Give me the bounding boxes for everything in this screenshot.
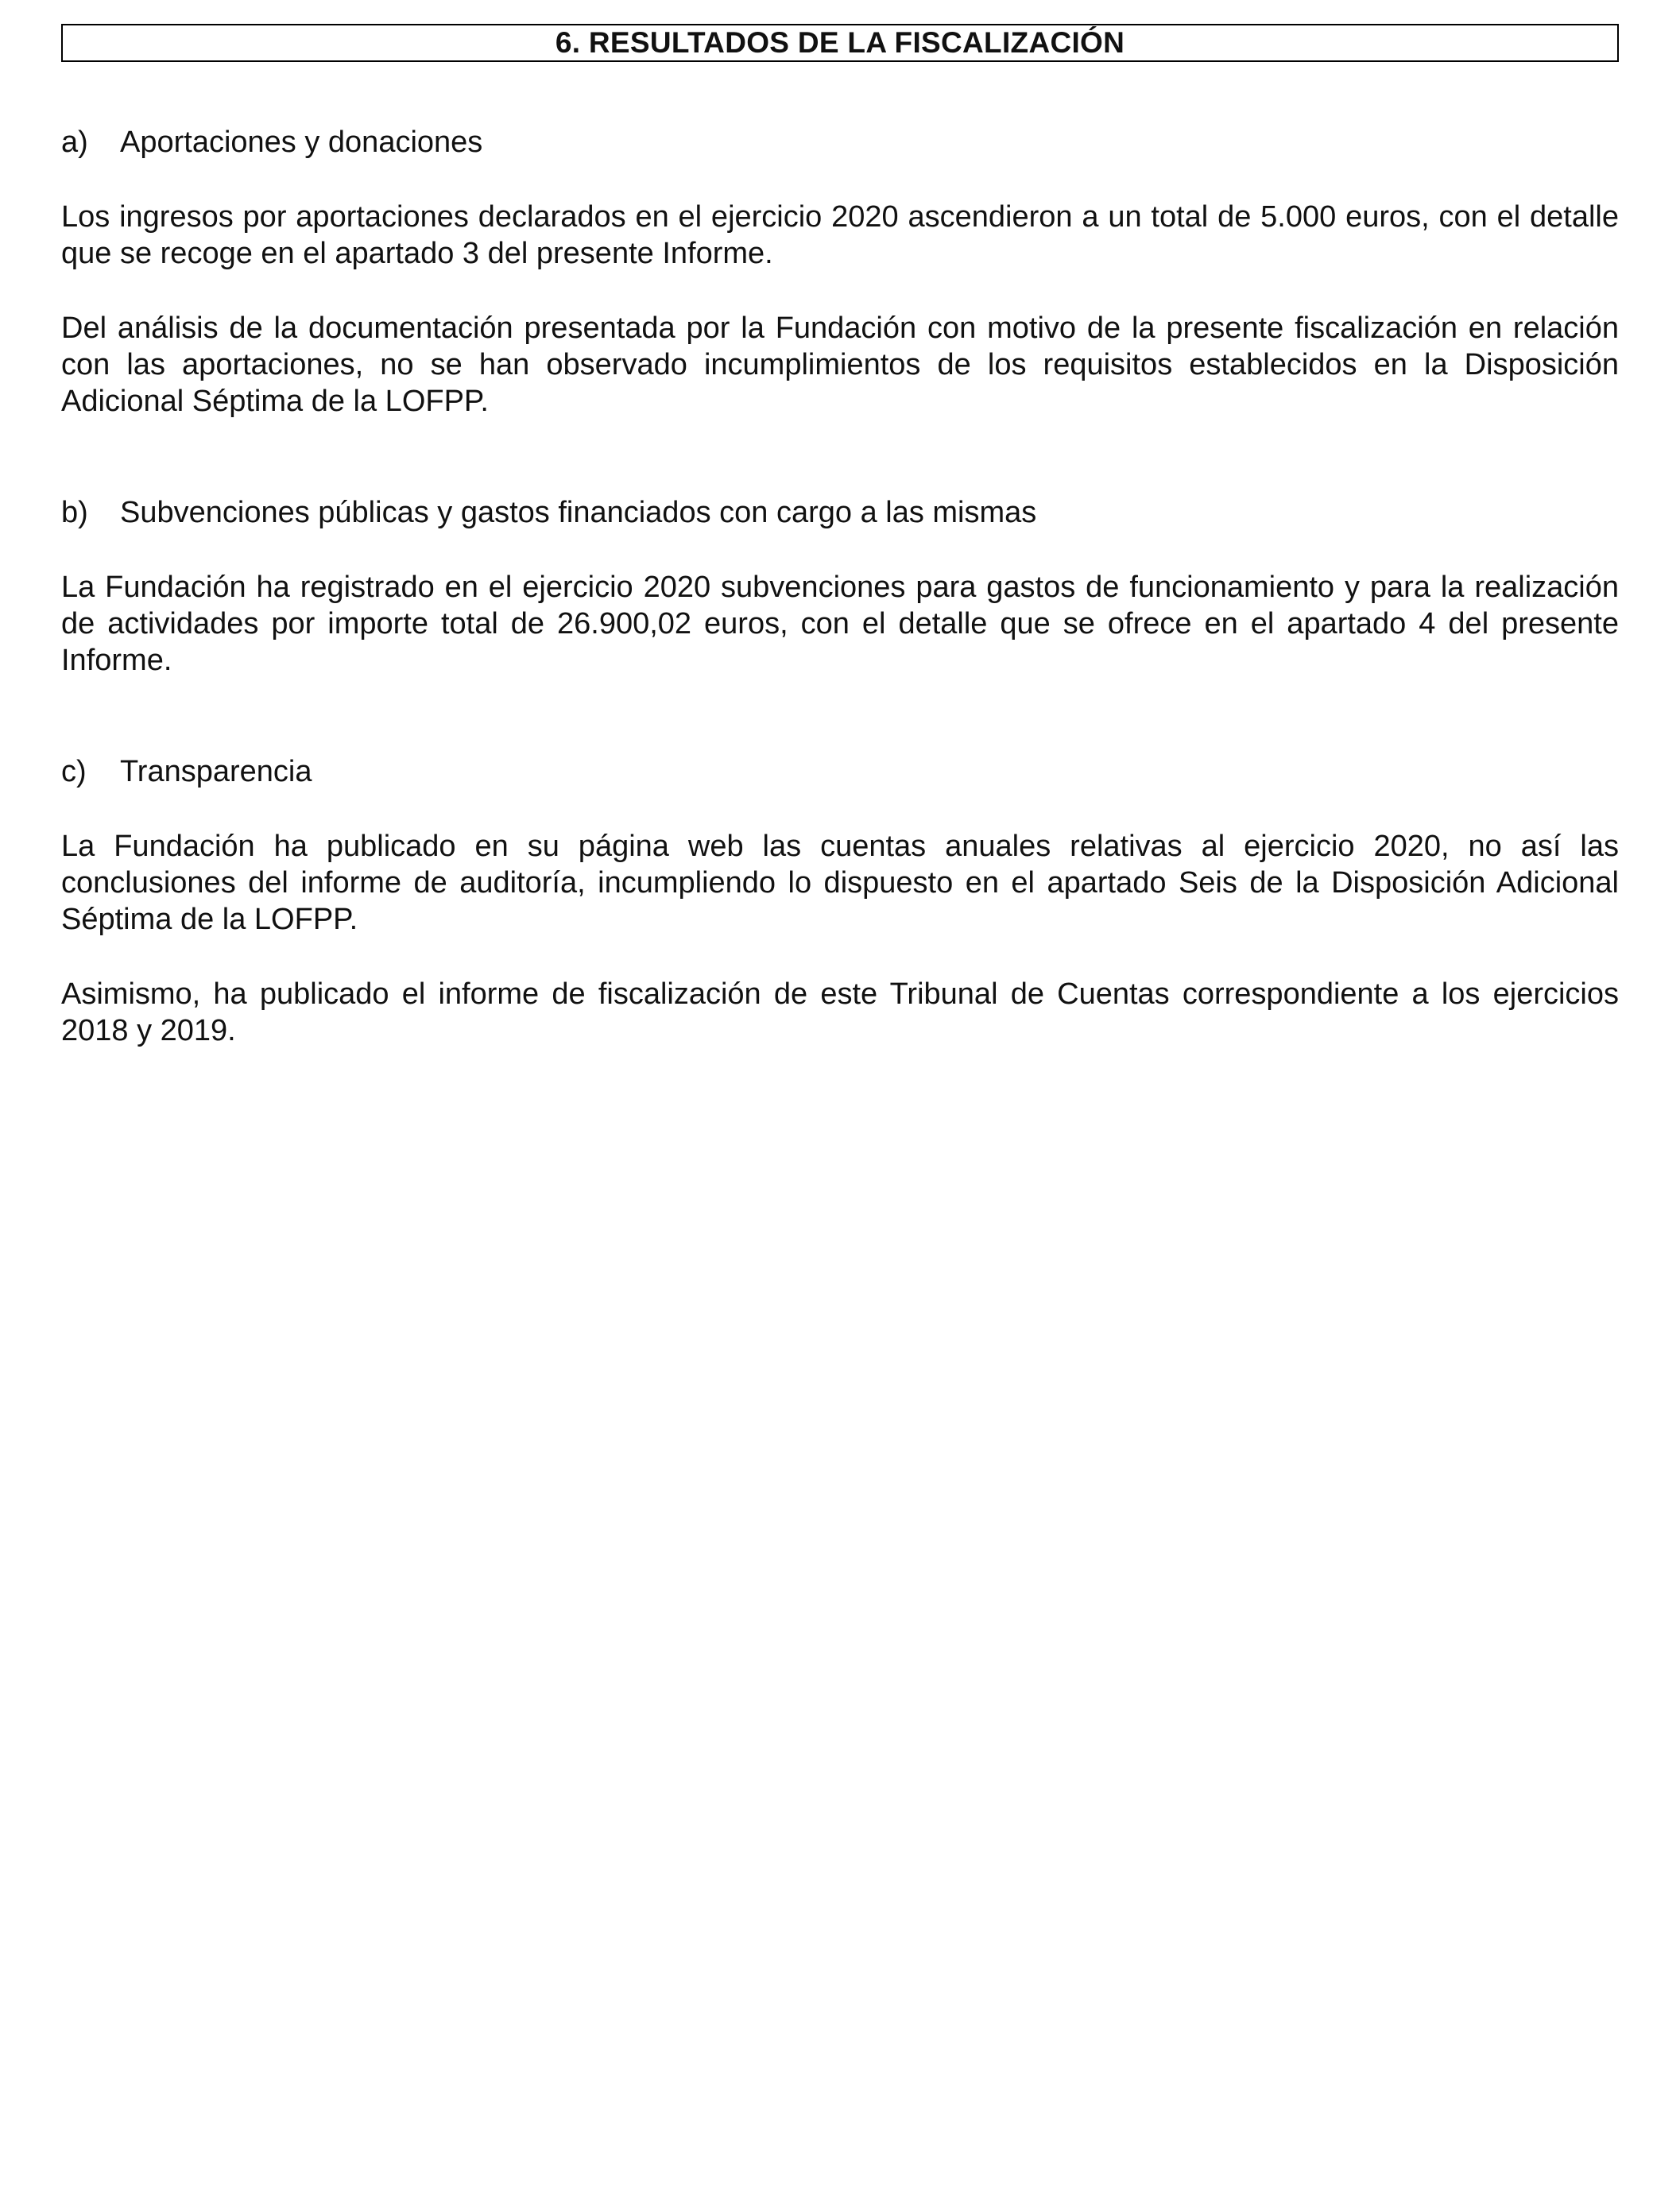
subheading-c <box>61 753 1619 790</box>
subheading-letter: b) <box>61 496 88 529</box>
paragraph: La Fundación ha registrado en el ejercicio 2020 subvenciones para gastos de funcionamiento y para la realización de actividades por importe total de 26.900,02 euros, con el detalle que se ofrece en el apartado 4 del presente Informe. <box>61 571 1619 677</box>
subheading-text: Transparencia <box>120 755 312 788</box>
subheading-text: Subvenciones públicas y gastos financiados con cargo a las mismas <box>120 496 1037 529</box>
subheading-b <box>61 494 1619 531</box>
document-page <box>61 24 1619 1049</box>
subheading-a <box>61 124 1619 161</box>
paragraph: Los ingresos por aportaciones declarados en el ejercicio 2020 ascendieron a un total de 5.000 euros, con el detalle que se recoge en el apartado 3 del presente Informe. <box>61 200 1619 270</box>
subheading-text: Aportaciones y donaciones <box>120 126 483 159</box>
section-title: 6. RESULTADOS DE LA FISCALIZACIÓN <box>61 24 1619 62</box>
paragraph: La Fundación ha publicado en su página web las cuentas anuales relativas al ejercicio 2020, no así las conclusiones del informe de auditoría, incumpliendo lo dispuesto en el apartado Seis de la Disposición Adicional Séptima de la LOFPP. <box>61 830 1619 936</box>
paragraph: Asimismo, ha publicado el informe de fiscalización de este Tribunal de Cuentas correspondiente a los ejercicios 2018 y 2019. <box>61 977 1619 1047</box>
subheading-letter: a) <box>61 126 88 159</box>
paragraph: Del análisis de la documentación presentada por la Fundación con motivo de la presente fiscalización en relación con las aportaciones, no se han observado incumplimientos de los requisitos establecidos en la Disposición Adicional Séptima de la LOFPP. <box>61 312 1619 418</box>
subheading-letter: c) <box>61 755 87 788</box>
